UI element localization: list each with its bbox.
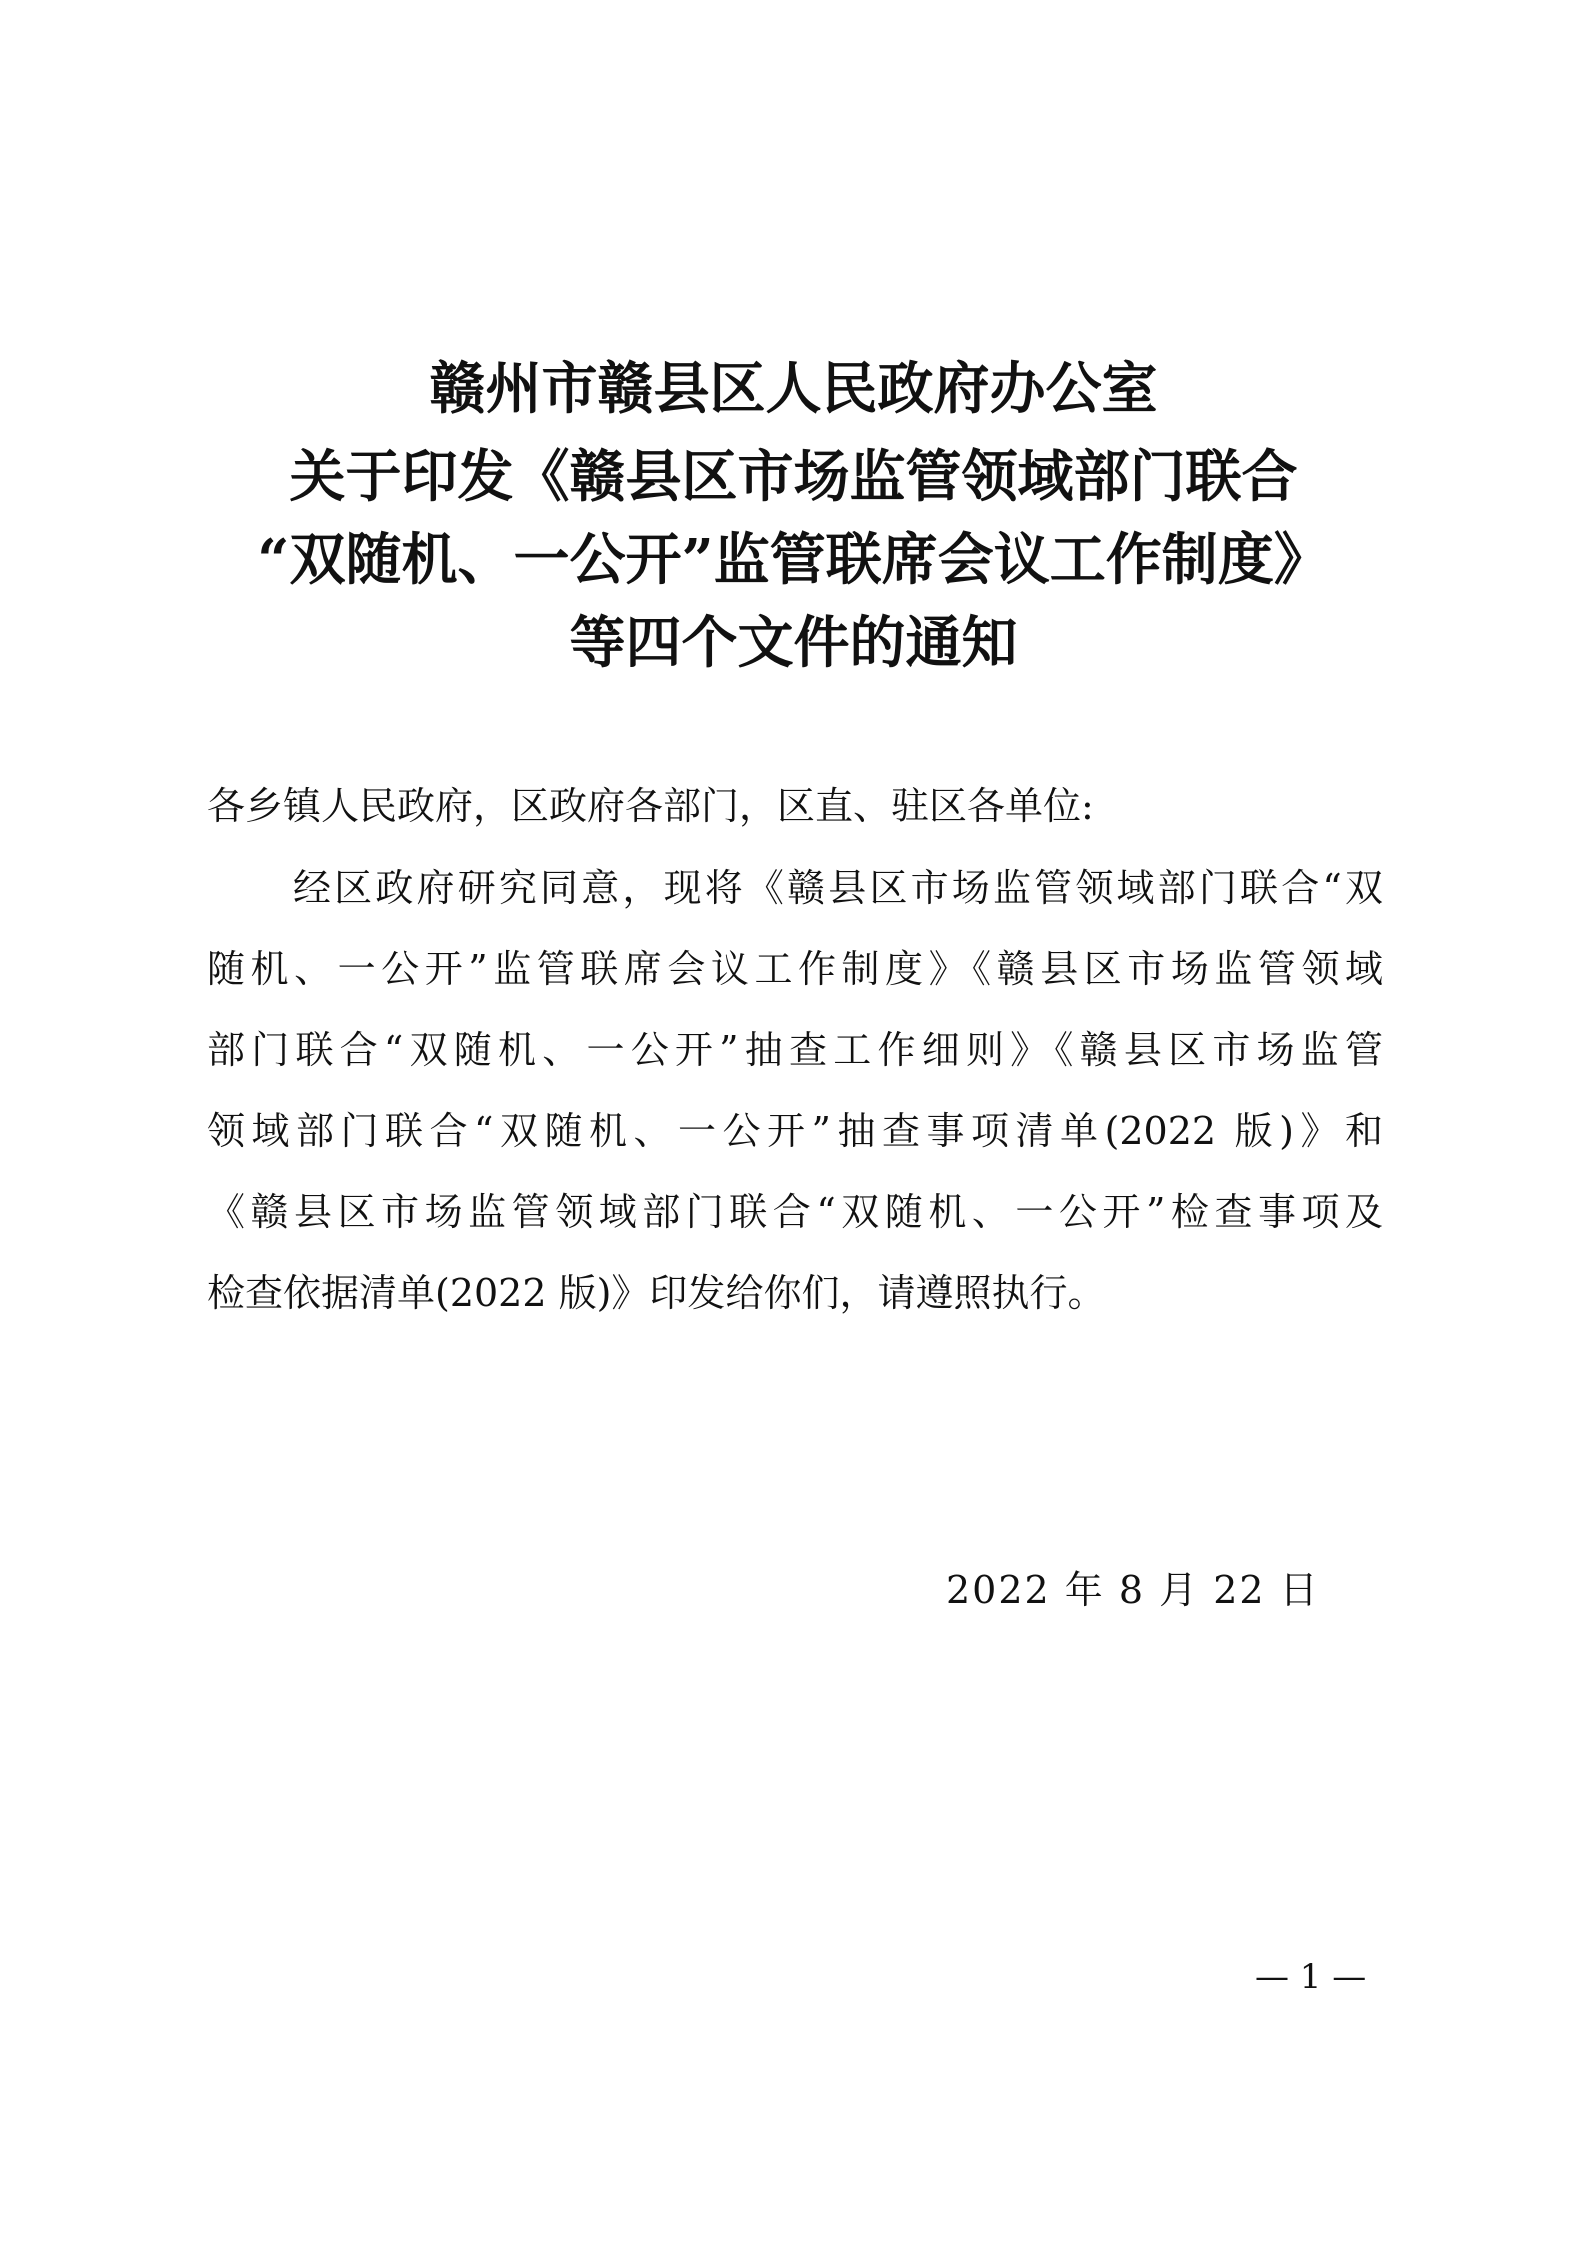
salutation: 各乡镇人民政府，区政府各部门，区直、驻区各单位:	[207, 784, 1094, 828]
document-title-line-4: 等四个文件的通知	[569, 610, 1018, 676]
document-title-line-3: “双随机、一公开”监管联席会议工作制度》	[257, 527, 1330, 593]
page-number: — 1 —	[1255, 1957, 1367, 1997]
body-line-2: 随机、一公开”监管联席会议工作制度》《赣县区市场监管领域	[207, 947, 1383, 991]
body-line-5: 《赣县区市场监管领域部门联合“双随机、一公开”检查事项及	[207, 1190, 1383, 1234]
document-title-line-2: 关于印发《赣县区市场监管领域部门联合	[289, 444, 1298, 510]
body-line-6: 检查依据清单(2022 版)》印发给你们，请遵照执行。	[207, 1271, 1106, 1315]
body-line-3: 部门联合“双随机、一公开”抽查工作细则》《赣县区市场监管	[207, 1028, 1383, 1072]
body-line-1: 经区政府研究同意，现将《赣县区市场监管领域部门联合“双	[293, 866, 1383, 910]
document-title-line-1: 赣州市赣县区人民政府办公室	[429, 356, 1158, 422]
document-date: 2022 年 8 月 22 日	[946, 1568, 1320, 1612]
body-line-4: 领域部门联合“双随机、一公开”抽查事项清单(2022 版)》和	[207, 1109, 1383, 1153]
